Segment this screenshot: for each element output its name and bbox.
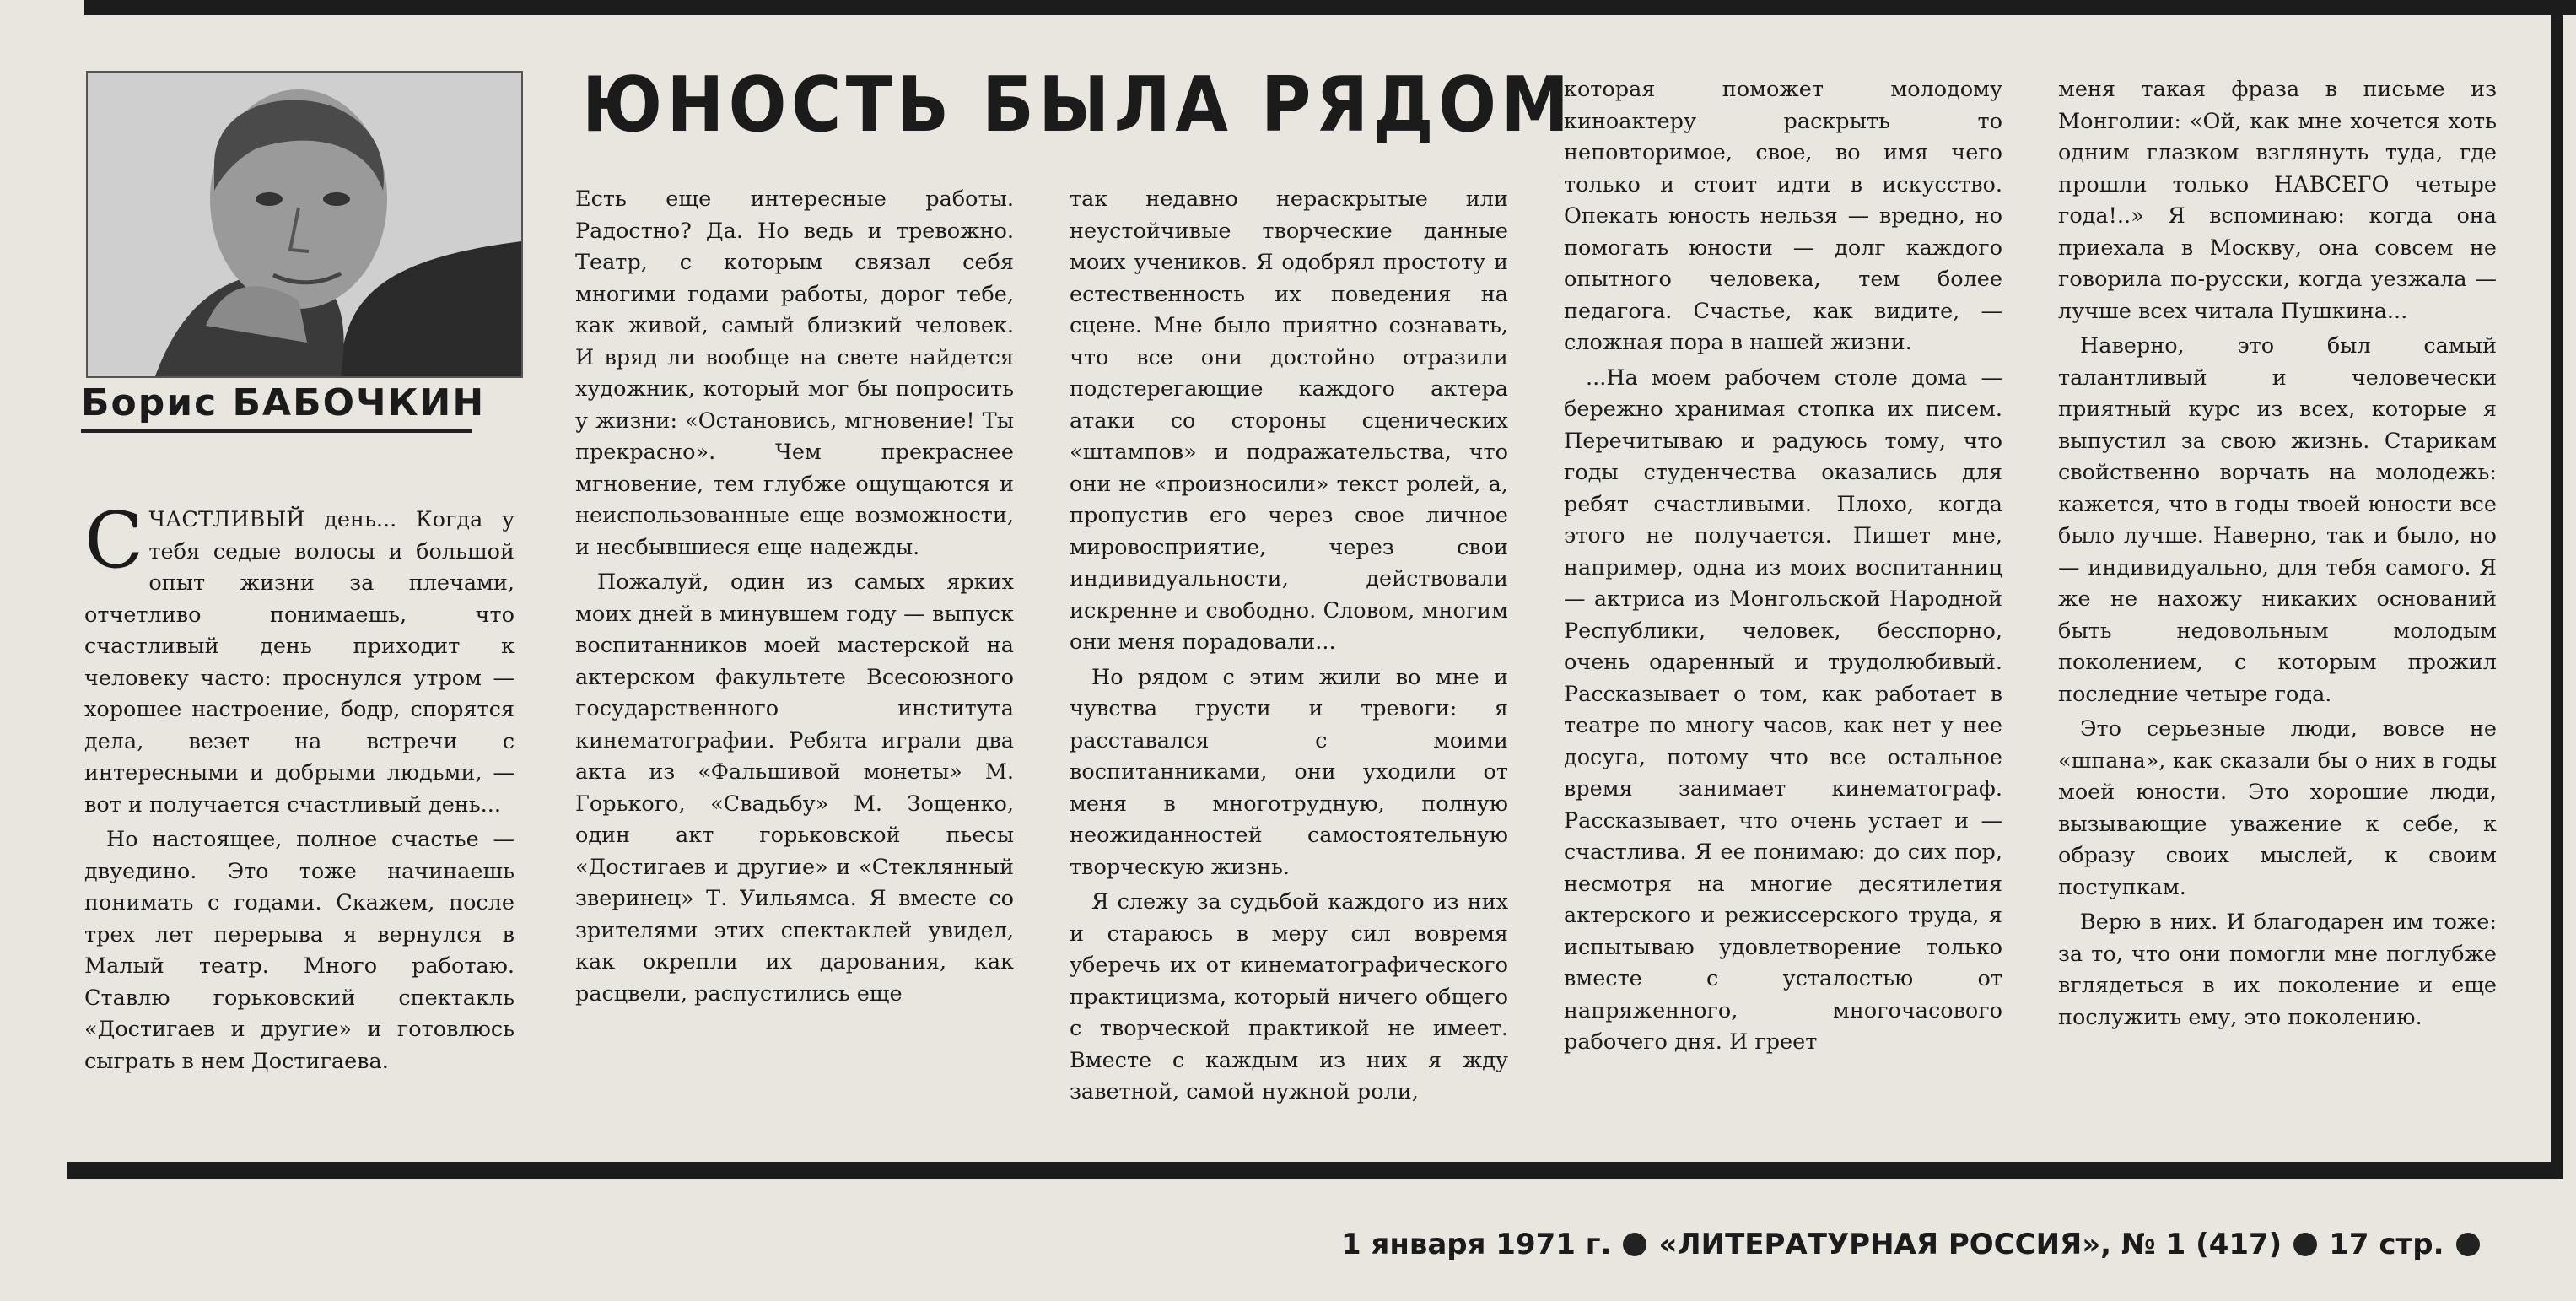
- drop-cap: С: [84, 505, 144, 586]
- author-byline: Борис БАБОЧКИН: [81, 381, 472, 433]
- paragraph: Есть еще интересные работы. Радостно? Да. Но ведь и тревожно. Театр, с которым связал себя многими годами работы, дорог тебе, как живой, самый близкий человек. И вряд ли вообще на свете найдется художник, который мог бы попросить у жизни: «Остановись, мгновение! Ты прекрасно». Чем прекраснее мгновение, тем глубже ощущаются и неиспользованные еще возможности, и несбывшиеся еще надежды.: [575, 186, 1014, 560]
- bottom-rule: [67, 1162, 2563, 1179]
- column-5: [2058, 74, 2497, 1131]
- paragraph: так недавно нераскрытые или неустойчивые творческие данные моих учеников. Я одобрял простоту и естественность их поведения на сцене. Мне было приятно сознавать, что все они достойно отразили подстерегающие каждого актера атаки со стороны сценических «штампов» и подражательства, что они не «произносили» текст ролей, а, пропустив его через свое личное мировосприятие, через свои индивидуальности, действовали искренне и свободно. Словом, многим они меня порадовали...: [1070, 186, 1508, 655]
- paragraph: Я слежу за судьбой каждого из них и стараюсь в меру сил вовремя уберечь их от кинематографического практицизма, который ничего общего с творческой практикой не имеет. Вместе с каждым из них я жду заветной, самой нужной роли,: [1070, 889, 1508, 1104]
- paragraph: Это серьезные люди, вовсе не «шпана», как сказали бы о них в годы моей юности. Это хорошие люди, вызывающие уважение к себе, к образу своих мыслей, к своим поступкам.: [2058, 716, 2497, 900]
- paragraph: ...На моем рабочем столе дома — бережно хранимая стопка их писем. Перечитываю и радуюсь тому, что годы студенчества оказались для ребят счастливыми. Плохо, когда этого не получается. Пишет мне, например, одна из моих воспитанниц — актриса из Монгольской Народной Республики, человек, бесспорно, очень одаренный и трудолюбивый. Рассказывает о том, как работает в театре по многу часов, как нет у нее досуга, потому что все остальное время занимает кинематограф. Рассказывает, что очень устает и — счастлива. Я ее понимаю: до сих пор, несмотря на многие десятилетия актерского и режиссерского труда, я испытываю удовлетворение только вместе с усталостью от напряженного, многочасового рабочего дня. И греет: [1564, 364, 2002, 1055]
- bullet-dot-icon: [1623, 1233, 1646, 1256]
- footer-date: 1 января 1971 г.: [1341, 1228, 1612, 1261]
- column-2: [575, 184, 1014, 1131]
- paragraph: Пожалуй, один из самых ярких моих дней в минувшем году — выпуск воспитанников моей мастерской на актерском факультете Всесоюзного государственного института кинематографии. Ребята играли два акта из «Фальшивой монеты» М. Горького, «Свадьбу» М. Зощенко, один акт горьковской пьесы «Достигаев и другие» и «Стеклянный зверинец» Т. Уильямса. Я вместе со зрителями этих спектаклей увидел, как окрепли их дарования, как расцвели, распустились еще: [575, 570, 1014, 1007]
- paragraph: которая поможет молодому киноактеру раскрыть то неповторимое, свое, во имя чего только и стоит идти в искусство. Опекать юность нельзя — вредно, но помогать юности — долг каждого опытного человека, тем более педагога. Счастье, как видите, — сложная пора в нашей жизни.: [1564, 77, 2002, 355]
- column-1: [84, 505, 515, 1129]
- paragraph: меня такая фраза в письме из Монголии: «Ой, как мне хочется хоть одним глазком взглянуть туда, где прошли только НАВСЕГО четыре года!..» Я вспоминаю: когда она приехала в Москву, она совсем не говорила по-русски, когда уезжала — лучше всех читала Пушкина...: [2058, 77, 2497, 324]
- footer: [1341, 1223, 2564, 1266]
- bullet-dot-icon: [2456, 1233, 2480, 1256]
- footer-newspaper: «ЛИТЕРАТУРНАЯ РОССИЯ», № 1 (417): [1658, 1228, 2282, 1261]
- footer-page: 17 стр.: [2329, 1228, 2444, 1261]
- right-rule: [2551, 0, 2563, 1173]
- headline: ЮНОСТЬ БЫЛА РЯДОМ: [582, 61, 1574, 149]
- paragraph: СЧАСТЛИВЫЙ день... Когда у тебя седые волосы и большой опыт жизни за плечами, отчетливо понимаешь, что счастливый день приходит к человеку часто: проснулся утром — хорошее настроение, бодр, спорятся дела, везет на встречи с интересными и добрыми людьми, — вот и получается счастливый день...: [84, 505, 515, 818]
- paragraph: Наверно, это был самый талантливый и человечески приятный курс из всех, которые я выпустил за свою жизнь. Старикам свойственно ворчать на молодежь: кажется, что в годы твоей юности все было лучше. Наверно, так и было, но — индивидуально, для тебя самого. Я же не нахожу никаких оснований быть недовольным молодым поколением, с которым прожил последние четыре года.: [2058, 333, 2497, 707]
- paragraph: Верю в них. И благодарен им тоже: за то, что они помогли мне поглубже вглядеться в их поколение и еще послужить ему, это поколению.: [2058, 910, 2497, 1030]
- paragraph: Но настоящее, полное счастье — двуедино. Это тоже начинаешь понимать с годами. Скажем, после трех лет перерыва я вернулся в Малый театр. Много работаю. Ставлю горьковский спектакль «Достигаев и другие» и готовлюсь сыграть в нем Достигаева.: [84, 827, 515, 1074]
- top-rule: [84, 0, 2576, 15]
- bullet-dot-icon: [2293, 1233, 2317, 1256]
- portrait-image: [88, 73, 521, 376]
- paragraph: Но рядом с этим жили во мне и чувства грусти и тревоги: я расставался с моими воспитанниками, они уходили от меня в многотрудную, полную неожиданностей самостоятельную творческую жизнь.: [1070, 664, 1508, 880]
- column-3: [1070, 184, 1508, 1131]
- author-photo: [86, 71, 523, 378]
- column-4: [1564, 74, 2002, 1131]
